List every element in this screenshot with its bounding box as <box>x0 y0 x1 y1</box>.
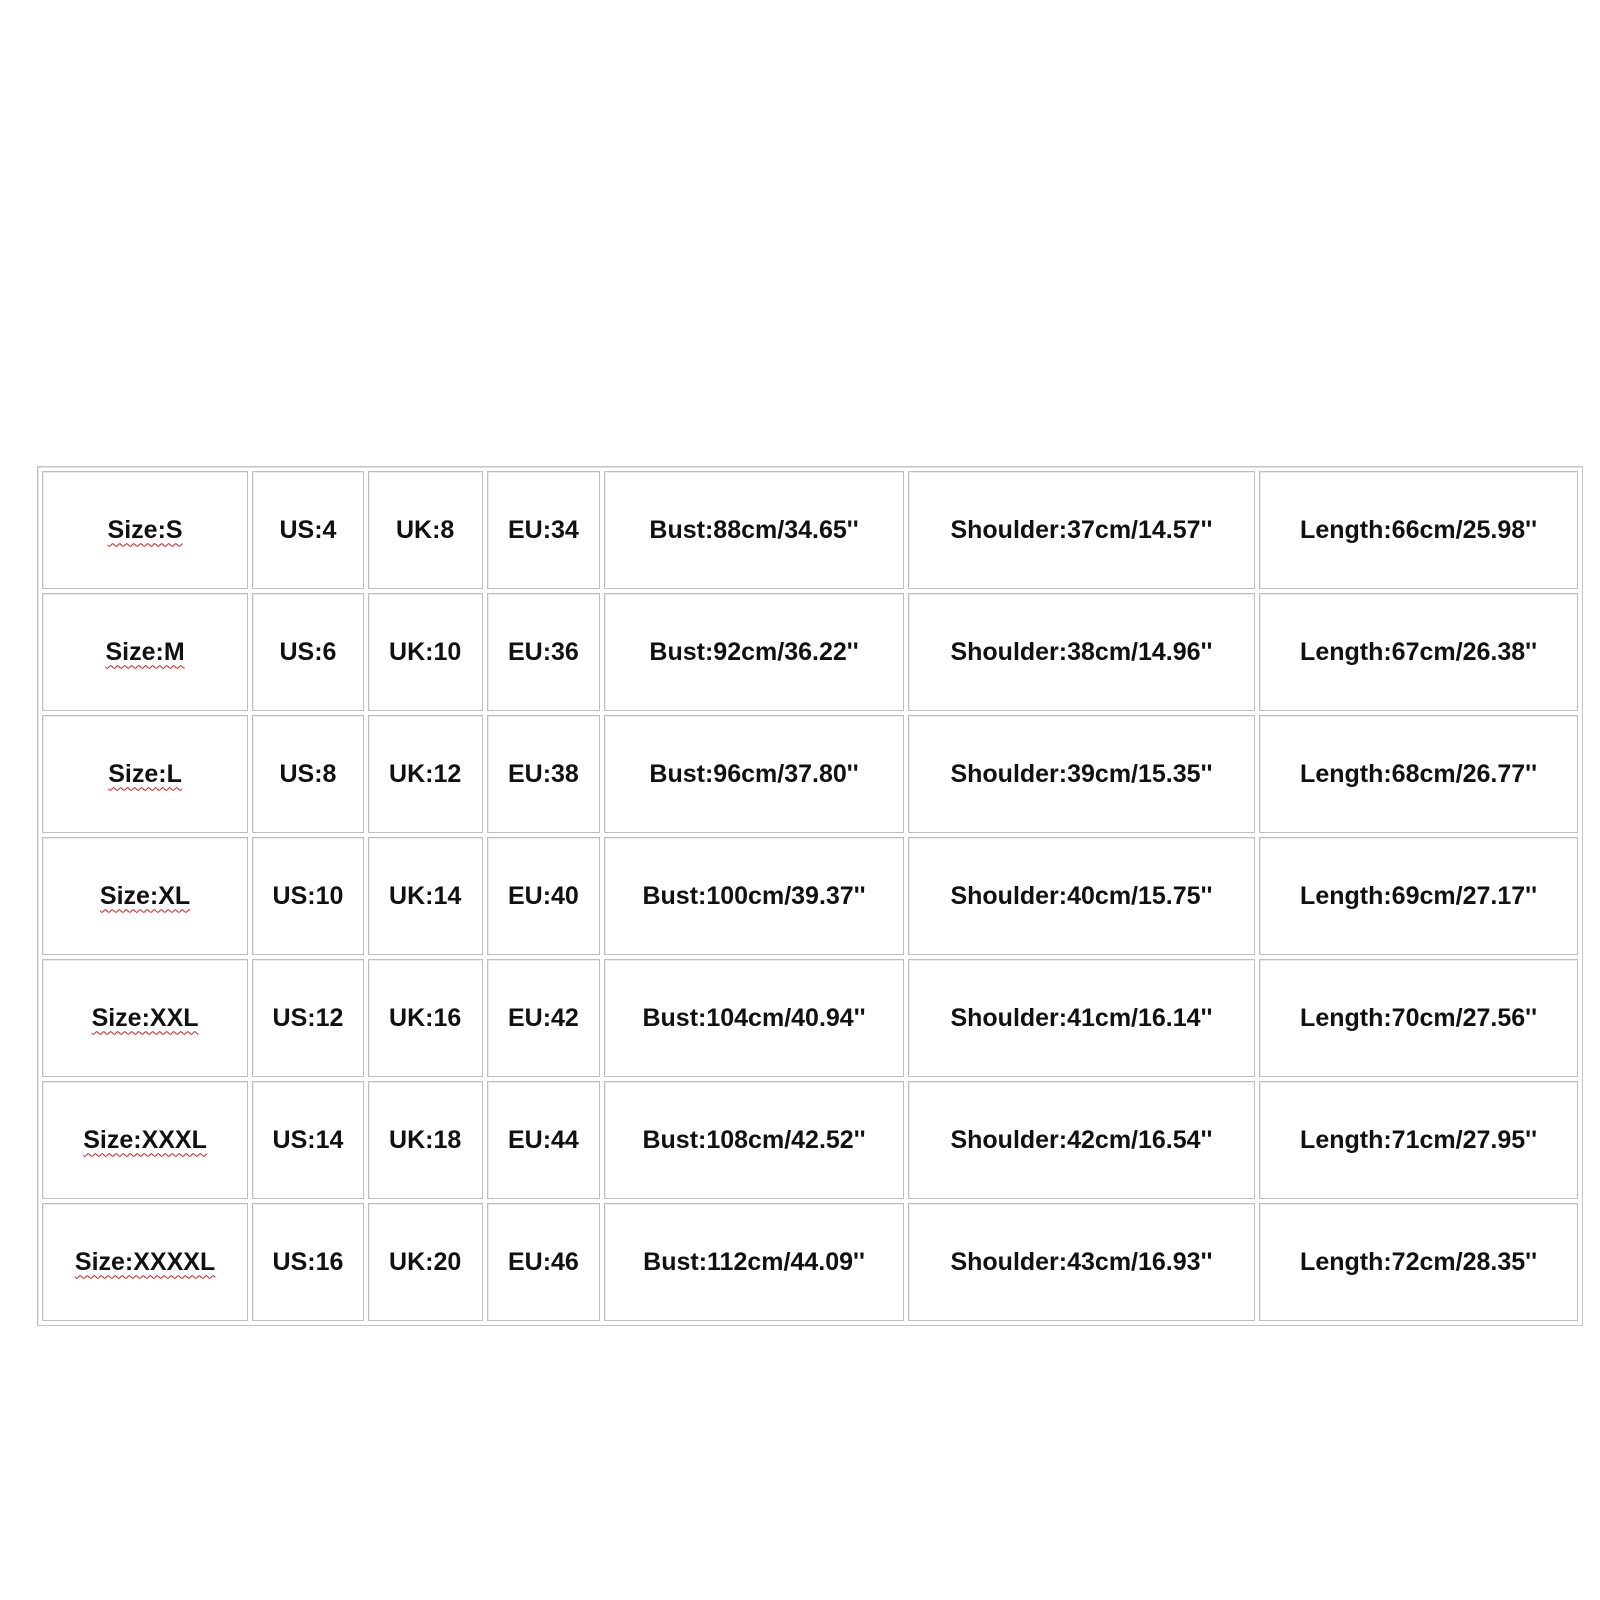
bust-cell: Bust:112cm/44.09'' <box>604 1203 904 1321</box>
shoulder-cell: Shoulder:39cm/15.35'' <box>908 715 1255 833</box>
size-label: Size:S <box>107 515 183 544</box>
uk-size-cell: UK:12 <box>368 715 483 833</box>
bust-cell: Bust:108cm/42.52'' <box>604 1081 904 1199</box>
size-label: Size:XXXXL <box>74 1247 216 1276</box>
length-cell: Length:67cm/26.38'' <box>1259 593 1578 711</box>
uk-size-cell: UK:16 <box>368 959 483 1077</box>
size-label: Size:M <box>105 637 185 666</box>
bust-cell: Bust:92cm/36.22'' <box>604 593 904 711</box>
eu-size-cell: EU:44 <box>487 1081 601 1199</box>
length-cell: Length:68cm/26.77'' <box>1259 715 1578 833</box>
size-cell <box>42 1203 248 1321</box>
bust-cell: Bust:96cm/37.80'' <box>604 715 904 833</box>
length-cell: Length:72cm/28.35'' <box>1259 1203 1578 1321</box>
table-row <box>42 715 1578 833</box>
size-cell <box>42 471 248 589</box>
table-row <box>42 471 1578 589</box>
size-label: Size:L <box>108 759 182 788</box>
table-row <box>42 1203 1578 1321</box>
bust-cell: Bust:100cm/39.37'' <box>604 837 904 955</box>
table-row <box>42 593 1578 711</box>
bust-cell: Bust:104cm/40.94'' <box>604 959 904 1077</box>
length-cell: Length:66cm/25.98'' <box>1259 471 1578 589</box>
uk-size-cell: UK:18 <box>368 1081 483 1199</box>
shoulder-cell: Shoulder:42cm/16.54'' <box>908 1081 1255 1199</box>
length-cell: Length:71cm/27.95'' <box>1259 1081 1578 1199</box>
eu-size-cell: EU:42 <box>487 959 601 1077</box>
size-cell <box>42 1081 248 1199</box>
uk-size-cell: UK:10 <box>368 593 483 711</box>
eu-size-cell: EU:40 <box>487 837 601 955</box>
table-row <box>42 1081 1578 1199</box>
eu-size-cell: EU:34 <box>487 471 601 589</box>
eu-size-cell: EU:36 <box>487 593 601 711</box>
us-size-cell: US:4 <box>252 471 364 589</box>
us-size-cell: US:6 <box>252 593 364 711</box>
bust-cell: Bust:88cm/34.65'' <box>604 471 904 589</box>
us-size-cell: US:12 <box>252 959 364 1077</box>
length-cell: Length:69cm/27.17'' <box>1259 837 1578 955</box>
size-label: Size:XXXL <box>83 1125 207 1154</box>
eu-size-cell: EU:46 <box>487 1203 601 1321</box>
length-cell: Length:70cm/27.56'' <box>1259 959 1578 1077</box>
size-cell <box>42 593 248 711</box>
uk-size-cell: UK:20 <box>368 1203 483 1321</box>
shoulder-cell: Shoulder:41cm/16.14'' <box>908 959 1255 1077</box>
shoulder-cell: Shoulder:43cm/16.93'' <box>908 1203 1255 1321</box>
uk-size-cell: UK:14 <box>368 837 483 955</box>
shoulder-cell: Shoulder:40cm/15.75'' <box>908 837 1255 955</box>
us-size-cell: US:14 <box>252 1081 364 1199</box>
size-cell <box>42 837 248 955</box>
us-size-cell: US:8 <box>252 715 364 833</box>
us-size-cell: US:10 <box>252 837 364 955</box>
size-cell <box>42 715 248 833</box>
shoulder-cell: Shoulder:38cm/14.96'' <box>908 593 1255 711</box>
table-row <box>42 837 1578 955</box>
size-label: Size:XL <box>99 881 191 910</box>
size-label: Size:XXL <box>91 1003 199 1032</box>
uk-size-cell: UK:8 <box>368 471 483 589</box>
shoulder-cell: Shoulder:37cm/14.57'' <box>908 471 1255 589</box>
table-row <box>42 959 1578 1077</box>
eu-size-cell: EU:38 <box>487 715 601 833</box>
size-cell <box>42 959 248 1077</box>
us-size-cell: US:16 <box>252 1203 364 1321</box>
size-chart-table <box>37 466 1583 1326</box>
